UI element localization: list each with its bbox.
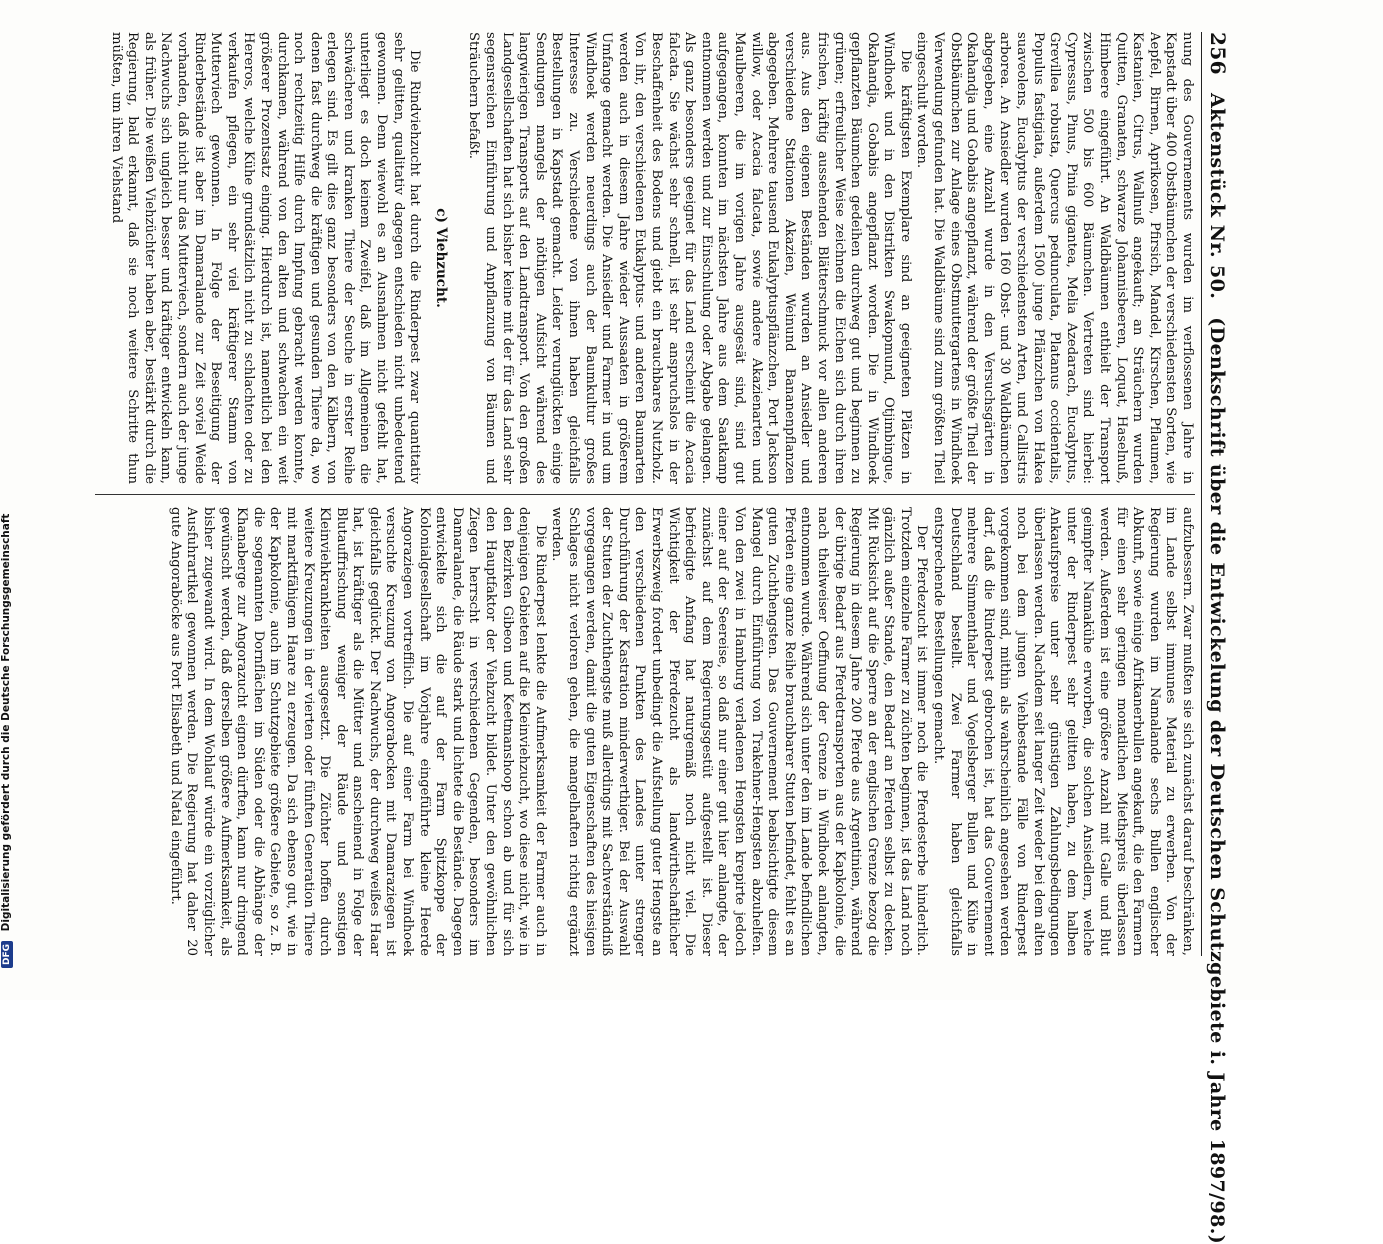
page-title: (Denkschrift über die Entwickelung der Deutschen Schutzgebiete i. Jahre 1897/98.) bbox=[1206, 317, 1228, 1244]
page-number: 256 bbox=[1206, 32, 1230, 75]
left-column bbox=[95, 32, 1195, 494]
right-column bbox=[95, 494, 1195, 956]
paragraph: Der Pferdezucht ist immer noch die Pferdesterbe hinderlich. Trotzdem einzelne Farmer zu züchten beginnen, ist das Land noch gänzlich außer Stande, den Bedarf an Pferden selbst zu decken. Mit Rücksicht auf die Sperre an der englischen Grenze bezog die Regierung in diesem Jahre 200 Pferde aus Argentinien, während der übrige Bedarf aus Pferdetransporten aus der Kapkolonie, die nach theilweiser Oeffnung der Grenze in Windhoek anlangten, entnommen wurde. Während sich unter den im Lande befindlichen Pferden eine ganze Reihe brauchbarer Stuten befindet, fehlt es an guten Zuchthengsten. Das Gouvernement beabsichtigte diesem Mangel durch Einführung von Trakehner-Hengsten abzuhelfen. Von den zwei in Hamburg verladenen Hengsten krepirte jedoch einer auf der Seereise, so daß nur einer gut hier anlangte, der zunächst auf dem Regierungsgestüt aufgestellt ist. Dieser befriedigte Anfang hat naturgemäß noch nicht viel. Die Wichtigkeit der Pferdezucht als landwirthschaftlicher Erwerbszweig fordert unbedingt die Aufstellung guter Hengste an den verschiedenen Punkten des Landes unter strenger Durchführung der Kastration minderwerthiger. Bei der Auswahl der Stuten der Zuchthengste muß allerdings mit Sachverständniß vorgegangen werden, damit die guten Eigenschaften des hiesigen Schlages nicht verloren gehen, die mangelhaften richtig ergänzt werden. bbox=[549, 507, 930, 956]
header-rule bbox=[1201, 32, 1202, 956]
paragraph: nung des Gouvernements wurden im verflossenen Jahre in Kapstadt über 400 Obstbäumchen der verschiedensten Sorten, wie Aepfel, Birnen, Aprikosen, Pfirsich, Mandel, Kirschen, Pflaumen, Kastanien, Citrus, Wallnuß angekauft; an Sträuchern wurden Quitten, Granaten, schwarze Johannisbeeren, Loquat, Haselnuß, Himbeere eingeführt. An Waldbäumen enthielt der Transport zwischen 500 bis 600 Bäumchen. Vertreten sind hierbei: Cypressus, Pinus, Pinia gigantea, Melia Azedarach, Eucalyptus, Grevillea robusta, Quercus pedunculata, Platanus occidentalis, Populus fastigiata, außerdem 1500 junge Pflänzchen von Hakea suaveolens, Eucalyptus der verschiedensten Arten, und Callistris arborea. An Ansiedler wurden 160 Obst- und 30 Waldbäumchen abgegeben, eine Anzahl wurde in den Versuchsgärten in Okahandja und Gobabis angepflanzt, während der größte Theil der Obstbäumchen zur Anlage eines Obstmuttergartens in Windhoek Verwendung gefunden hat. Die Waldbäume sind zum größten Theil eingeschult worden. bbox=[914, 32, 1195, 484]
funding-note bbox=[0, 0, 13, 1000]
paragraph: Die kräftigsten Exemplare sind an geeigneten Plätzen in Windhoek und in den Distrikten Swakopmund, Otjimbingue, Okahandja, Gobabis angepflanzt worden. Die in Windhoek gepflanzten Bäumchen gedeihen durchweg gut und beginnen zu grünen; erfreulicher Weise zeichnen die Eichen sich durch ihren frischen, kräftig aussehenden Blätterschmuck vor allen anderen aus. Aus den eigenen Beständen wurden an Ansiedler und verschiedene Stationen Akazien, Weinund Bananenpflanzen abgegeben. Mehrere tausend Eukalyptuspflänzchen, Port Jackson willow, oder Acacia falcata, sowie andere Akazienarten und Maulbeeren, die im vorigen Jahre ausgesät sind, sind gut aufgegangen, konnten im nächsten Jahre aus dem Saatkamp entnommen werden und zur Einschulung oder Abgabe gelangen. Als ganz besonders geeignet für das Land erscheint die Acacia falcata. Sie wächst sehr schnell, ist sehr anspruchslos in der Beschaffenheit des Bodens und giebt ein brauchbares Nutzholz. Von ihr, den verschiedenen Eukalyptus- und anderen Baumarten werden auch in diesem Jahre wieder Aussaaten in größerem Umfange gemacht werden. Die Ansiedler und Farmer in und um Windhoek werden neuerdings auch der Baumkultur großes Interesse zu. Verschiedene von ihnen haben gleichfalls Bestellungen in Kapstadt gemacht. Leider verunglückten einige Sendungen mangels der nöthigen Aufsicht während des langwierigen Transports auf den Landtransport. Von den großen Landgesellschaften hat sich bisher keine mit der für das Land sehr segensreichen Einführung und Anpflanzung von Bäumen und Sträuchern befaßt. bbox=[466, 32, 913, 484]
paragraph: Die Rindviehzucht hat durch die Rinderpest zwar quantitativ sehr gelitten, qualitativ dagegen entschieden nicht unbedeutend gewonnen. Denn wiewohl es an Ausnahmen nicht gefehlt hat, unterliegt es doch keinem Zweifel, daß im Allgemeinen die schwächeren und kranken Thiere der Seuche in erster Reihe erlegen sind. Es gilt dies ganz besonders von den Kälbern, von denen fast durchweg die kräftigen und gesunden Thiere da, wo noch rechtzeitig Hilfe durch Impfung gebracht werden konnte, durchkamen, während von den alten und schwachen ein weit größerer Prozentsatz einging. Hierdurch ist, namentlich bei den Hereros, welche Kühe grundsätzlich nicht zu schlachten oder zu verkaufen pflegen, ein sehr viel kräftigerer Stamm von Mutterviech gewonnen. In Folge der Beseitigung der Rinderbestände ist aber im Damaralande zur Zeit soviel Weide vorhanden, daß nicht nur das Mutterviech, sondern auch der junge Nachwuchs sich ungleich besser und kräftiger entwickeln kann, als früher. Die weißen Viehzüchter haben aber, bestärkt durch die Regierung, bald erkannt, daß sie noch weitere Schritte thun müßten, um ihren Viehstand bbox=[108, 32, 423, 484]
funding-note-text: Digitalisierung gefördert durch die Deutsche Forschungsgemeinschaft bbox=[0, 513, 12, 932]
page-header bbox=[1206, 32, 1230, 1244]
text-columns bbox=[95, 32, 1195, 956]
paragraph: aufzubessern. Zwar mußten sie sich zunächst darauf beschränken, im Lande selbst immunes Material zu erwerben. Von der Regierung wurden im Namalande sechs Bullen englischer Abkunft, sowie einige Afrikanerbullen angekauft, die den Farmern für einen sehr geringen monatlichen Miethspreis überlassen werden. Außerdem ist eine größere Anzahl mit Galle und Blut geimpfter Namakühe erworben, die solchen Ansiedlern, welche unter der Rinderpest sehr gelitten haben, zu dem halben Ankaufspreise unter sehr günstigen Zahlungsbedingungen überlassen werden. Nachdem seit langer Zeit weder bei dem alten noch bei dem jungen Viehbestande Fälle von Rinderpest vorgekommen sind, mithin als wahrscheinlich angesehen werden darf, daß die Rinderpest gebrochen ist, hat das Gouvernement mehrere Simmenthaler und Vogelsberger Bullen und Kühe in Deutschland bestellt. Zwei Farmer haben gleichfalls entsprechende Bestellungen gemacht. bbox=[931, 507, 1195, 956]
document-page bbox=[40, 0, 1260, 1244]
dfg-logo-icon: DFG bbox=[1, 941, 13, 968]
paragraph: Die Rinderpest lenkte die Aufmerksamkeit der Farmer auch in denjenigen Gebieten auf die Kleinviehzucht, wo diese nicht, wie in den Bezirken Gibeon und Keetmanshoop schon ab und für sich den Hauptfaktor der Viehzucht bildet. Unter den gewöhnlichen Ziegen herrscht in verschiedenen Gegenden, besonders im Damaralande, die Räude stark und lichtete die Bestände. Dagegen entwickelte sich die auf der Farm Spitzkoppe der Kolonialgesellschaft im Vorjahre eingeführte kleine Heerde Angoraziegen vortrefflich. Die auf einer Farm bei Windhoek versuchte Kreuzung von Angorabocken mit Damaraziegen ist gleichfalls geglückt. Der Nachwuchs, der durchweg weißes Haar hat, ist kräftiger als die Mütter und anscheinend in Folge der Blutauffrischung weniger der Räude und sonstigen Kleinviehkrankheiten ausgesetzt. Die Züchter hoffen durch weitere Kreuzungen in der vierten oder fünften Generation Thiere mit marktfähigem Haare zu erzeugen. Da sich ebenso gut, wie in der Kapkolonie, auch im Schutzgebiete größere Gebiete, so z. B. die sogenannten Dornflächen im Süden oder die Abhänge der Khanaberge zur Angorazucht eignen dürften, kann nur dringend gewünscht werden, daß derselben größere Aufmerksamkeit, als bisher zugewandt wird. In dem Wohlauf würde ein vorzüglicher Ausfuhrartikel gewonnen werden. Die Regierung hat daher 20 gute Angoraböcke aus Port Elisabeth und Natal eingeführt. bbox=[167, 507, 548, 956]
document-reference: Aktenstück Nr. 50. bbox=[1206, 92, 1228, 300]
section-heading: c) Viehzucht. bbox=[432, 208, 449, 308]
